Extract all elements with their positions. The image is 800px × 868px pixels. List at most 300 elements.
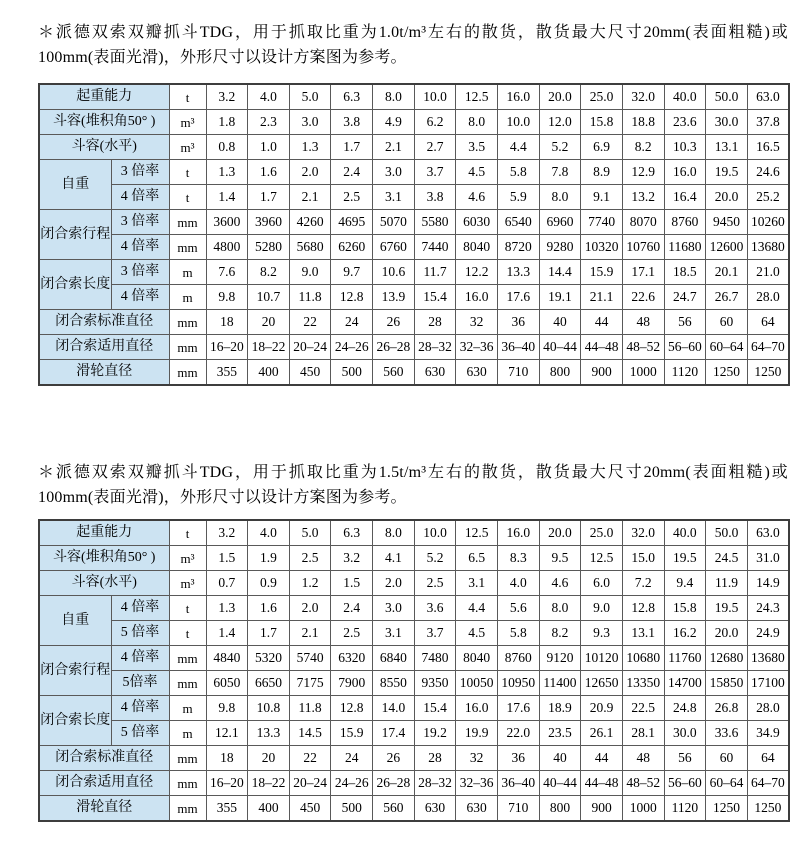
unit-cell: m [169, 260, 206, 285]
value-cell: 6.3 [331, 84, 373, 110]
value-cell: 8040 [456, 646, 498, 671]
value-cell: 7440 [414, 235, 456, 260]
value-cell: 4.5 [456, 160, 498, 185]
row-label: 斗容(水平) [39, 571, 169, 596]
value-cell: 28.1 [622, 721, 664, 746]
value-cell: 8.0 [373, 520, 415, 546]
value-cell: 60 [706, 746, 748, 771]
row-label: 滑轮直径 [39, 796, 169, 822]
value-cell: 6760 [373, 235, 415, 260]
value-cell: 6.9 [581, 135, 623, 160]
value-cell: 3.1 [373, 621, 415, 646]
value-cell: 56–60 [664, 335, 706, 360]
value-cell: 6.5 [456, 546, 498, 571]
unit-cell: t [169, 160, 206, 185]
value-cell: 4.0 [248, 84, 290, 110]
value-cell: 40 [539, 310, 581, 335]
value-cell: 4.4 [497, 135, 539, 160]
value-cell: 19.5 [706, 596, 748, 621]
value-cell: 6650 [248, 671, 290, 696]
value-cell: 13.1 [706, 135, 748, 160]
value-cell: 12.5 [456, 84, 498, 110]
value-cell: 3.8 [331, 110, 373, 135]
value-cell: 12.5 [456, 520, 498, 546]
value-cell: 10050 [456, 671, 498, 696]
value-cell: 5.8 [497, 621, 539, 646]
value-cell: 16.0 [456, 285, 498, 310]
row-label: 闭合索长度 [39, 260, 111, 310]
value-cell: 25.0 [581, 520, 623, 546]
value-cell: 10950 [497, 671, 539, 696]
value-cell: 4.9 [373, 110, 415, 135]
value-cell: 15.8 [581, 110, 623, 135]
table-row [39, 285, 789, 310]
table-row [39, 771, 789, 796]
value-cell: 3.5 [456, 135, 498, 160]
value-cell: 11400 [539, 671, 581, 696]
value-cell: 60–64 [706, 771, 748, 796]
value-cell: 16.0 [497, 84, 539, 110]
unit-cell: mm [169, 360, 206, 386]
value-cell: 2.5 [414, 571, 456, 596]
value-cell: 3.0 [373, 160, 415, 185]
value-cell: 44–48 [581, 771, 623, 796]
value-cell: 20–24 [289, 335, 331, 360]
value-cell: 13.2 [622, 185, 664, 210]
value-cell: 8760 [664, 210, 706, 235]
value-cell: 9.8 [206, 285, 248, 310]
value-cell: 17.6 [497, 285, 539, 310]
value-cell: 9.0 [581, 596, 623, 621]
row-sublabel: 4 倍率 [111, 235, 169, 260]
value-cell: 14700 [664, 671, 706, 696]
table-row [39, 721, 789, 746]
row-sublabel: 5 倍率 [111, 721, 169, 746]
value-cell: 1.5 [206, 546, 248, 571]
value-cell: 48 [622, 310, 664, 335]
value-cell: 5.0 [289, 84, 331, 110]
row-sublabel: 4 倍率 [111, 696, 169, 721]
unit-cell: m³ [169, 546, 206, 571]
table-row [39, 546, 789, 571]
value-cell: 450 [289, 796, 331, 822]
value-cell: 18 [206, 310, 248, 335]
value-cell: 12.0 [539, 110, 581, 135]
table-row [39, 671, 789, 696]
value-cell: 16.5 [747, 135, 789, 160]
value-cell: 50.0 [706, 520, 748, 546]
value-cell: 9.3 [581, 621, 623, 646]
value-cell: 19.5 [706, 160, 748, 185]
unit-cell: t [169, 185, 206, 210]
value-cell: 1.4 [206, 185, 248, 210]
value-cell: 22 [289, 746, 331, 771]
value-cell: 15.9 [331, 721, 373, 746]
value-cell: 14.5 [289, 721, 331, 746]
value-cell: 7.6 [206, 260, 248, 285]
value-cell: 4.0 [248, 520, 290, 546]
table-row [39, 360, 789, 386]
value-cell: 5320 [248, 646, 290, 671]
value-cell: 11.8 [289, 285, 331, 310]
value-cell: 1.3 [206, 596, 248, 621]
value-cell: 24 [331, 746, 373, 771]
value-cell: 5.2 [539, 135, 581, 160]
table-row [39, 84, 789, 110]
value-cell: 12.9 [622, 160, 664, 185]
value-cell: 25.2 [747, 185, 789, 210]
value-cell: 17.4 [373, 721, 415, 746]
value-cell: 2.1 [373, 135, 415, 160]
value-cell: 560 [373, 360, 415, 386]
value-cell: 44 [581, 746, 623, 771]
value-cell: 1.3 [206, 160, 248, 185]
value-cell: 3.2 [206, 84, 248, 110]
value-cell: 2.5 [331, 185, 373, 210]
value-cell: 20.0 [706, 185, 748, 210]
value-cell: 1.2 [289, 571, 331, 596]
value-cell: 630 [414, 360, 456, 386]
unit-cell: m [169, 696, 206, 721]
value-cell: 24.9 [747, 621, 789, 646]
value-cell: 15.4 [414, 696, 456, 721]
unit-cell: t [169, 596, 206, 621]
row-label: 斗容(水平) [39, 135, 169, 160]
value-cell: 6.2 [414, 110, 456, 135]
unit-cell: mm [169, 310, 206, 335]
value-cell: 18–22 [248, 335, 290, 360]
value-cell: 2.4 [331, 596, 373, 621]
value-cell: 3600 [206, 210, 248, 235]
value-cell: 64 [747, 310, 789, 335]
table-row [39, 110, 789, 135]
row-sublabel: 4 倍率 [111, 285, 169, 310]
value-cell: 12.2 [456, 260, 498, 285]
value-cell: 24.6 [747, 160, 789, 185]
value-cell: 10.0 [497, 110, 539, 135]
value-cell: 3.6 [414, 596, 456, 621]
value-cell: 32 [456, 310, 498, 335]
value-cell: 28.0 [747, 696, 789, 721]
value-cell: 64–70 [747, 771, 789, 796]
table-row [39, 796, 789, 822]
value-cell: 28.0 [747, 285, 789, 310]
value-cell: 50.0 [706, 84, 748, 110]
value-cell: 400 [248, 796, 290, 822]
value-cell: 26–28 [373, 335, 415, 360]
value-cell: 7.8 [539, 160, 581, 185]
value-cell: 20.0 [539, 520, 581, 546]
row-sublabel: 5倍率 [111, 671, 169, 696]
value-cell: 22.0 [497, 721, 539, 746]
value-cell: 1.7 [248, 185, 290, 210]
value-cell: 15.0 [622, 546, 664, 571]
value-cell: 16–20 [206, 335, 248, 360]
value-cell: 36 [497, 310, 539, 335]
value-cell: 9450 [706, 210, 748, 235]
table-row [39, 235, 789, 260]
value-cell: 710 [497, 360, 539, 386]
value-cell: 5.9 [497, 185, 539, 210]
value-cell: 3.1 [456, 571, 498, 596]
value-cell: 37.8 [747, 110, 789, 135]
value-cell: 17100 [747, 671, 789, 696]
unit-cell: m³ [169, 110, 206, 135]
spec-table-2 [38, 519, 790, 822]
value-cell: 3.2 [206, 520, 248, 546]
value-cell: 3.0 [373, 596, 415, 621]
value-cell: 5.6 [497, 596, 539, 621]
value-cell: 3.2 [331, 546, 373, 571]
value-cell: 6320 [331, 646, 373, 671]
spec-table-1 [38, 83, 790, 386]
unit-cell: mm [169, 746, 206, 771]
value-cell: 630 [456, 796, 498, 822]
value-cell: 15.8 [664, 596, 706, 621]
value-cell: 9.8 [206, 696, 248, 721]
value-cell: 25.0 [581, 84, 623, 110]
row-sublabel: 5 倍率 [111, 621, 169, 646]
value-cell: 13.9 [373, 285, 415, 310]
value-cell: 1000 [622, 796, 664, 822]
value-cell: 44–48 [581, 335, 623, 360]
table-row [39, 185, 789, 210]
unit-cell: mm [169, 235, 206, 260]
value-cell: 9280 [539, 235, 581, 260]
value-cell: 24.8 [664, 696, 706, 721]
value-cell: 36–40 [497, 771, 539, 796]
value-cell: 3.7 [414, 621, 456, 646]
value-cell: 15.4 [414, 285, 456, 310]
value-cell: 4.0 [497, 571, 539, 596]
table-row [39, 335, 789, 360]
value-cell: 1.8 [206, 110, 248, 135]
value-cell: 900 [581, 360, 623, 386]
value-cell: 13.1 [622, 621, 664, 646]
value-cell: 13680 [747, 646, 789, 671]
value-cell: 23.6 [664, 110, 706, 135]
value-cell: 13680 [747, 235, 789, 260]
value-cell: 56 [664, 746, 706, 771]
value-cell: 355 [206, 360, 248, 386]
value-cell: 11760 [664, 646, 706, 671]
value-cell: 6960 [539, 210, 581, 235]
value-cell: 11.9 [706, 571, 748, 596]
value-cell: 0.9 [248, 571, 290, 596]
value-cell: 17.1 [622, 260, 664, 285]
value-cell: 9.4 [664, 571, 706, 596]
value-cell: 1.9 [248, 546, 290, 571]
value-cell: 10.7 [248, 285, 290, 310]
value-cell: 400 [248, 360, 290, 386]
value-cell: 12680 [706, 646, 748, 671]
spec-table-1-body [39, 84, 789, 385]
table-row [39, 696, 789, 721]
value-cell: 10680 [622, 646, 664, 671]
row-label: 滑轮直径 [39, 360, 169, 386]
unit-cell: m³ [169, 571, 206, 596]
value-cell: 8720 [497, 235, 539, 260]
value-cell: 9.0 [289, 260, 331, 285]
value-cell: 20.1 [706, 260, 748, 285]
value-cell: 16.0 [456, 696, 498, 721]
row-label: 闭合索适用直径 [39, 335, 169, 360]
value-cell: 60 [706, 310, 748, 335]
value-cell: 8.0 [539, 185, 581, 210]
row-label: 斗容(堆积角50° ) [39, 546, 169, 571]
value-cell: 1.0 [248, 135, 290, 160]
value-cell: 28 [414, 310, 456, 335]
value-cell: 9.1 [581, 185, 623, 210]
value-cell: 19.1 [539, 285, 581, 310]
value-cell: 23.5 [539, 721, 581, 746]
intro-paragraph-1: ＊派德双索双瓣抓斗TDG，用于抓取比重为1.0t/m³左右的散货，散货最大尺寸20mm(表面粗糙)或100mm(表面光滑)，外形尺寸以设计方案图为参考。 [38, 24, 788, 66]
value-cell: 500 [331, 796, 373, 822]
value-cell: 5740 [289, 646, 331, 671]
value-cell: 16–20 [206, 771, 248, 796]
value-cell: 7175 [289, 671, 331, 696]
value-cell: 1.7 [331, 135, 373, 160]
value-cell: 24–26 [331, 335, 373, 360]
row-label: 闭合索标准直径 [39, 310, 169, 335]
value-cell: 11.8 [289, 696, 331, 721]
value-cell: 355 [206, 796, 248, 822]
value-cell: 2.1 [289, 185, 331, 210]
value-cell: 36 [497, 746, 539, 771]
value-cell: 48 [622, 746, 664, 771]
value-cell: 40.0 [664, 84, 706, 110]
value-cell: 56–60 [664, 771, 706, 796]
table-row [39, 596, 789, 621]
value-cell: 26.1 [581, 721, 623, 746]
value-cell: 8.2 [248, 260, 290, 285]
value-cell: 13.3 [248, 721, 290, 746]
value-cell: 40 [539, 746, 581, 771]
value-cell: 6050 [206, 671, 248, 696]
value-cell: 4.6 [456, 185, 498, 210]
value-cell: 2.5 [289, 546, 331, 571]
value-cell: 500 [331, 360, 373, 386]
value-cell: 1250 [706, 360, 748, 386]
value-cell: 64–70 [747, 335, 789, 360]
value-cell: 40–44 [539, 771, 581, 796]
value-cell: 24.7 [664, 285, 706, 310]
value-cell: 21.1 [581, 285, 623, 310]
table-row [39, 621, 789, 646]
value-cell: 2.4 [331, 160, 373, 185]
value-cell: 12650 [581, 671, 623, 696]
unit-cell: m [169, 721, 206, 746]
value-cell: 32–36 [456, 771, 498, 796]
value-cell: 32–36 [456, 335, 498, 360]
value-cell: 1.4 [206, 621, 248, 646]
unit-cell: mm [169, 210, 206, 235]
row-sublabel: 3 倍率 [111, 210, 169, 235]
value-cell: 1120 [664, 796, 706, 822]
value-cell: 9350 [414, 671, 456, 696]
value-cell: 16.0 [664, 160, 706, 185]
intro-paragraph-2: ＊派德双索双瓣抓斗TDG，用于抓取比重为1.5t/m³左右的散货，散货最大尺寸20mm(表面粗糙)或100mm(表面光滑)，外形尺寸以设计方案图为参考。 [38, 464, 788, 506]
value-cell: 12600 [706, 235, 748, 260]
value-cell: 6840 [373, 646, 415, 671]
value-cell: 1120 [664, 360, 706, 386]
value-cell: 2.0 [289, 160, 331, 185]
value-cell: 18.8 [622, 110, 664, 135]
value-cell: 0.7 [206, 571, 248, 596]
value-cell: 14.4 [539, 260, 581, 285]
value-cell: 1250 [747, 360, 789, 386]
value-cell: 10.6 [373, 260, 415, 285]
value-cell: 48–52 [622, 771, 664, 796]
value-cell: 28–32 [414, 771, 456, 796]
value-cell: 8.2 [622, 135, 664, 160]
value-cell: 24.5 [706, 546, 748, 571]
table-row [39, 210, 789, 235]
value-cell: 2.7 [414, 135, 456, 160]
unit-cell: t [169, 520, 206, 546]
value-cell: 1000 [622, 360, 664, 386]
value-cell: 1250 [747, 796, 789, 822]
value-cell: 12.8 [622, 596, 664, 621]
value-cell: 20–24 [289, 771, 331, 796]
row-label: 自重 [39, 596, 111, 646]
value-cell: 19.9 [456, 721, 498, 746]
value-cell: 24 [331, 310, 373, 335]
row-label: 自重 [39, 160, 111, 210]
value-cell: 30.0 [706, 110, 748, 135]
table-row [39, 260, 789, 285]
value-cell: 12.1 [206, 721, 248, 746]
value-cell: 710 [497, 796, 539, 822]
value-cell: 13.3 [497, 260, 539, 285]
value-cell: 8040 [456, 235, 498, 260]
value-cell: 1.5 [331, 571, 373, 596]
value-cell: 26–28 [373, 771, 415, 796]
row-sublabel: 4 倍率 [111, 596, 169, 621]
value-cell: 7.2 [622, 571, 664, 596]
value-cell: 6030 [456, 210, 498, 235]
value-cell: 8.2 [539, 621, 581, 646]
value-cell: 4.5 [456, 621, 498, 646]
value-cell: 6260 [331, 235, 373, 260]
value-cell: 31.0 [747, 546, 789, 571]
value-cell: 20 [248, 746, 290, 771]
value-cell: 6.3 [331, 520, 373, 546]
value-cell: 24.3 [747, 596, 789, 621]
value-cell: 8550 [373, 671, 415, 696]
value-cell: 32.0 [622, 84, 664, 110]
value-cell: 26 [373, 310, 415, 335]
value-cell: 14.0 [373, 696, 415, 721]
value-cell: 63.0 [747, 520, 789, 546]
value-cell: 560 [373, 796, 415, 822]
value-cell: 16.0 [497, 520, 539, 546]
value-cell: 36–40 [497, 335, 539, 360]
value-cell: 63.0 [747, 84, 789, 110]
value-cell: 2.0 [373, 571, 415, 596]
value-cell: 34.9 [747, 721, 789, 746]
value-cell: 16.4 [664, 185, 706, 210]
value-cell: 14.9 [747, 571, 789, 596]
value-cell: 18.5 [664, 260, 706, 285]
table-row [39, 310, 789, 335]
value-cell: 7900 [331, 671, 373, 696]
value-cell: 22.6 [622, 285, 664, 310]
value-cell: 4.1 [373, 546, 415, 571]
value-cell: 1.6 [248, 596, 290, 621]
table-row [39, 135, 789, 160]
row-label: 闭合索行程 [39, 646, 111, 696]
